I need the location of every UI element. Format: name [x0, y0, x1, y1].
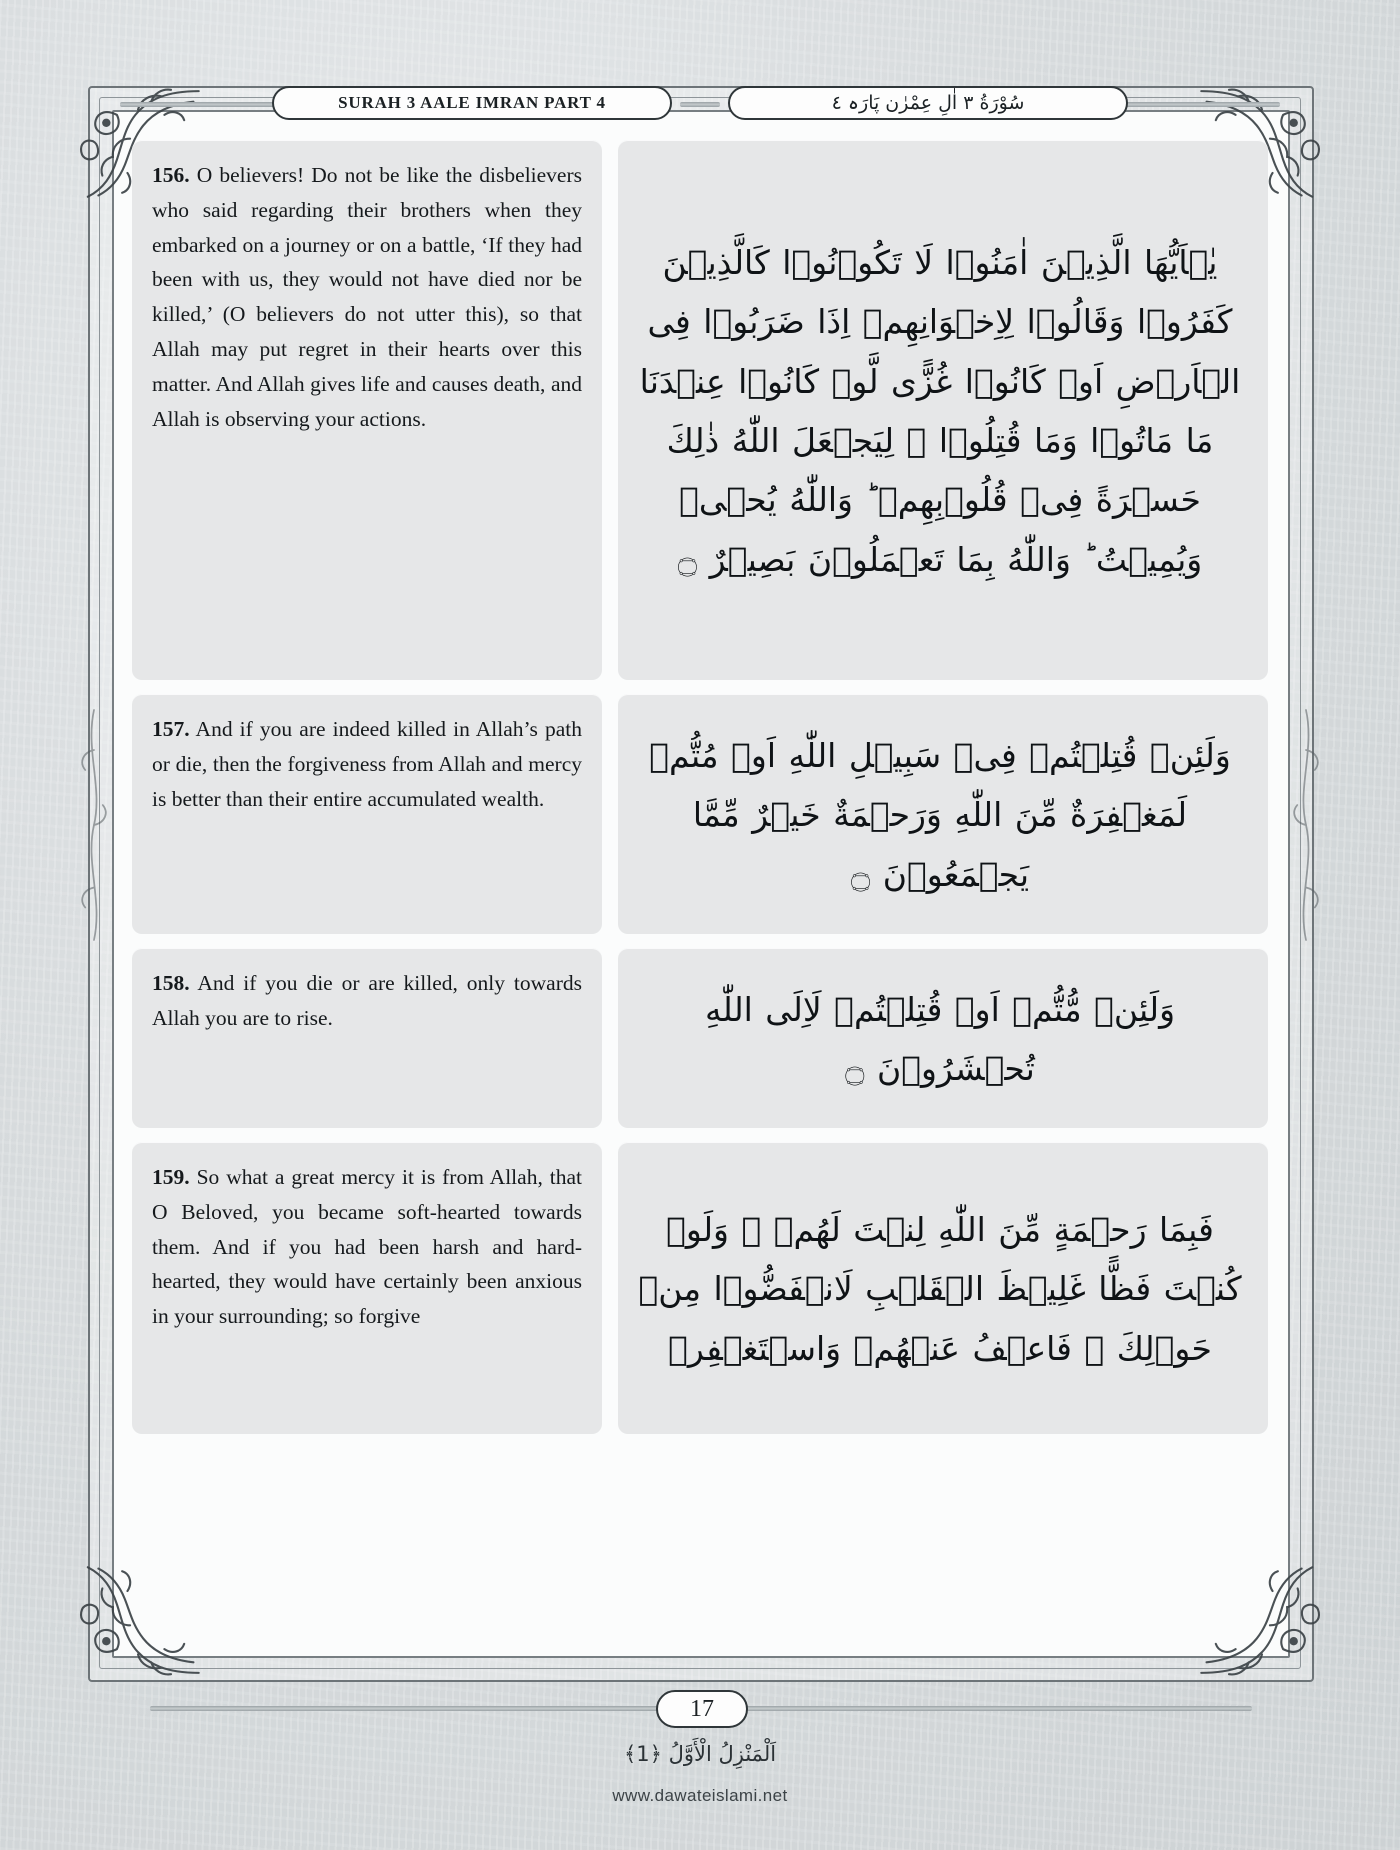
page-footer — [120, 1688, 1280, 1732]
verse-english-body: And if you are indeed killed in Allah’s path or die, then the forgiveness from Allah and mercy is better than their entire accumulated wealth. — [152, 717, 582, 811]
verse-english-cell — [132, 694, 602, 934]
verse-english-cell — [132, 1142, 602, 1434]
verse-number: 159. — [152, 1165, 190, 1189]
footer-rule-left — [150, 1706, 660, 1711]
verse-arabic-cell — [618, 948, 1268, 1128]
verse-english-text — [152, 966, 582, 1036]
verse-row — [132, 948, 1268, 1128]
verse-english-text — [152, 1160, 582, 1334]
side-ornament-icon — [74, 700, 114, 950]
verse-arabic-text: وَلَئِنۡ قُتِلۡتُمۡ فِىۡ سَبِيۡلِ اللّٰهِ اَوۡ مُتُّمۡ لَمَغۡفِرَةٌ مِّنَ اللّٰهِ وَرَحۡمَةٌ خَيۡرٌ مِّمَّا يَجۡمَعُوۡنَ ۝ — [649, 735, 1231, 894]
page-header — [120, 84, 1280, 124]
verse-english-cell — [132, 948, 602, 1128]
website-url[interactable]: www.dawateislami.net — [612, 1786, 788, 1805]
manzil-label: اَلْمَنْزِلُ الْأَوَّلُ ﴿1﴾ — [623, 1742, 777, 1766]
verse-arabic-text: وَلَئِنۡ مُّتُّمۡ اَوۡ قُتِلۡتُمۡ لَاِلَى اللّٰهِ تُحۡشَرُوۡنَ ۝ — [704, 989, 1176, 1088]
footer-rule-right — [742, 1706, 1252, 1711]
verse-arabic-cell — [618, 140, 1268, 680]
verse-english-cell — [132, 140, 602, 680]
verse-arabic-text: يٰۤاَيُّهَا الَّذِيۡنَ اٰمَنُوۡا لَا تَكُوۡنُوۡا كَالَّذِيۡنَ كَفَرُوۡا وَقَالُوۡا لِاِخۡوَانِهِمۡ اِذَا ضَرَبُوۡا فِى الۡاَرۡضِ اَوۡ كَانُوۡا غُزًّى لَّوۡ كَانُوۡا عِنۡدَنَا مَا مَاتُوۡا وَمَا قُتِلُوۡا ۚ لِيَجۡعَلَ اللّٰهُ ذٰلِكَ حَسۡرَةً فِىۡ قُلُوۡبِهِمۡ ؕ وَاللّٰهُ يُحۡىٖ وَيُمِيۡتُ ؕ وَاللّٰهُ بِمَا تَعۡمَلُوۡنَ بَصِيۡرٌ ۝ — [639, 242, 1241, 579]
page-number-badge — [656, 1690, 748, 1728]
verse-number: 156. — [152, 163, 190, 187]
verse-arabic-cell — [618, 694, 1268, 934]
verse-english-body: O believers! Do not be like the disbelievers who said regarding their brothers when they embarked on a journey or on a battle, ‘If they had been with us, they would not have died nor be killed,’ (O believers do not utter this), so that Allah may put regret in their hearts over this matter. And Allah gives life and causes death, and Allah is observing your actions. — [152, 163, 583, 431]
verse-english-body: And if you die or are killed, only towards Allah you are to rise. — [152, 971, 582, 1030]
header-surah-title-arabic — [728, 86, 1128, 120]
verse-arabic-text: فَبِمَا رَحۡمَةٍ مِّنَ اللّٰهِ لِنۡتَ لَهُمۡ ۚ وَلَوۡ كُنۡتَ فَظًّا غَلِيۡظَ الۡقَلۡبِ لَانۡفَضُّوۡا مِنۡ حَوۡلِكَ ۪ فَاعۡفُ عَنۡهُمۡ وَاسۡتَغۡفِرۡ — [638, 1209, 1242, 1368]
verse-english-body: So what a great mercy it is from Allah, that O Beloved, you became soft-hearted towards them. And if you had been harsh and hard-hearted, they would have certainly been anxious in your surrounding; so forgive — [152, 1165, 582, 1329]
verse-number: 157. — [152, 717, 190, 741]
verse-row — [132, 1142, 1268, 1434]
header-arabic-text: سُوْرَةُ ٣ اٰلِ عِمْرٰن پَارَہ ٤ — [831, 92, 1025, 114]
verse-english-text — [152, 712, 582, 816]
header-english-text: SURAH 3 AALE IMRAN PART 4 — [338, 93, 606, 112]
verse-row — [132, 694, 1268, 934]
side-ornament-icon — [1286, 700, 1326, 950]
verses-container — [132, 140, 1268, 1440]
header-rule-middle — [680, 102, 720, 107]
header-rule-left — [120, 102, 280, 107]
verse-english-text — [152, 158, 582, 437]
verse-arabic-cell — [618, 1142, 1268, 1434]
header-rule-right — [1120, 102, 1280, 107]
page-number: 17 — [690, 1695, 714, 1722]
header-surah-title-english — [272, 86, 672, 120]
verse-number: 158. — [152, 971, 190, 995]
verse-row — [132, 140, 1268, 680]
